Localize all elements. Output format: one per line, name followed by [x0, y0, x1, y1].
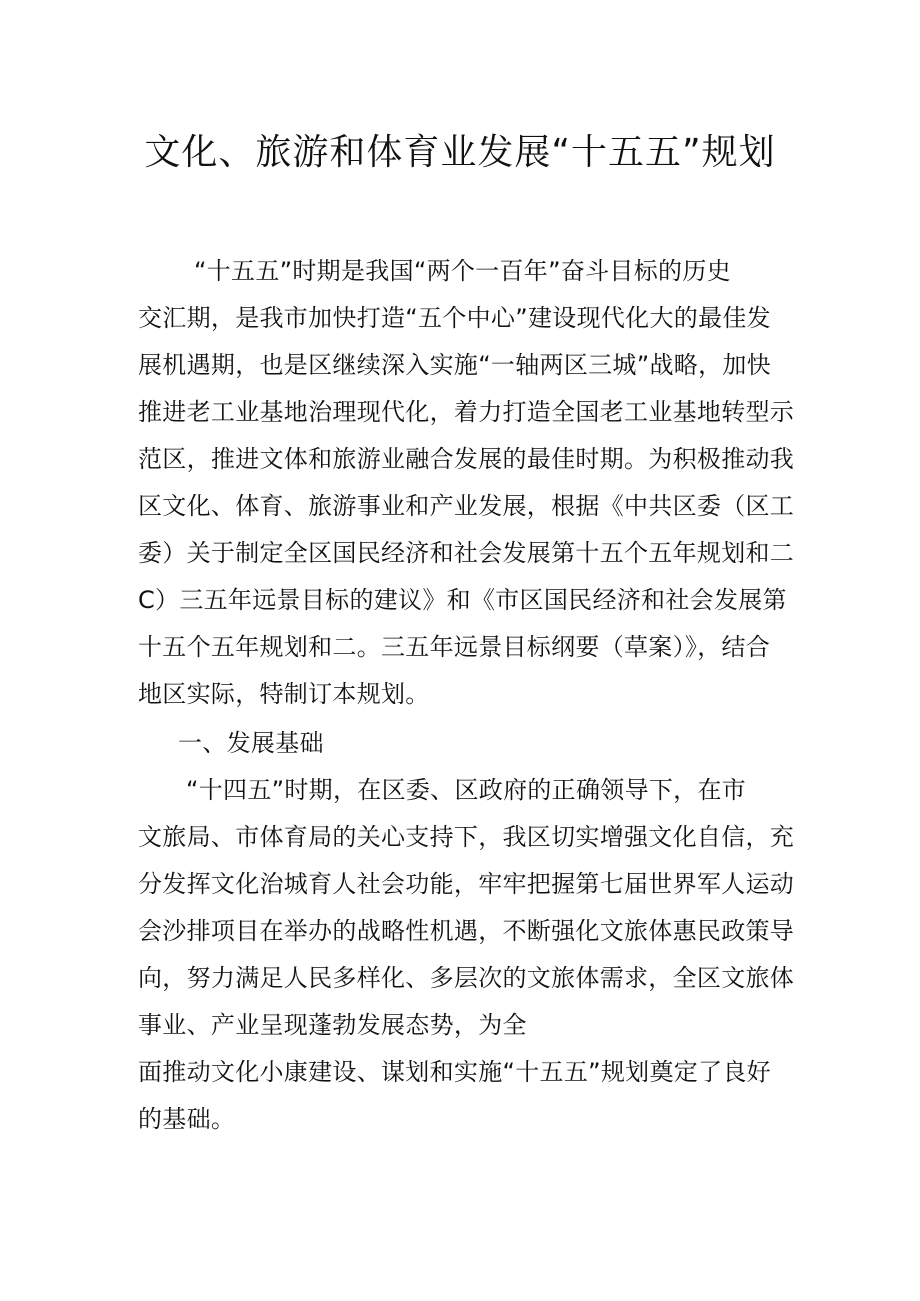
paragraph-line: 文旅局、市体育局的关心支持下，我区切实增强文化自信，充: [138, 823, 795, 851]
paragraph-line: 委）关于制定全区国民经济和社会发展第十五个五年规划和二: [138, 539, 795, 567]
paragraph-line: 分发挥文化治城育人社会功能，牢牢把握第七届世界军人运动: [138, 870, 795, 898]
paragraph-line: “十五五”时期是我国“两个一百年”奋斗目标的历史: [194, 257, 731, 285]
paragraph-foundation: [138, 767, 795, 1143]
paragraph-line: 推进老工业基地治理现代化，着力打造全国老工业基地转型示: [138, 398, 795, 426]
paragraph-line: 区文化、体育、旅游事业和产业发展，根据《中共区委（区工: [138, 492, 795, 520]
paragraph-line: 十五个五年规划和二。三五年远景目标纲要（草案）》，结合: [138, 633, 771, 661]
paragraph-line: C）三五年远景目标的建议》和《市区国民经济和社会发展第: [138, 586, 787, 614]
paragraph-line: 展机遇期，也是区继续深入实施“一轴两区三城”战略，加快: [138, 351, 771, 379]
paragraph-line: 地区实际，特制订本规划。: [138, 680, 430, 708]
document-body: [138, 248, 795, 1143]
paragraph-line: 范区，推进文体和旅游业融合发展的最佳时期。为积极推动我: [138, 445, 795, 473]
paragraph-line: 会沙排项目在举办的战略性机遇，不断强化文旅体惠民政策导: [138, 917, 795, 945]
paragraph-line: “十四五”时期，在区委、区政府的正确领导下，在市: [186, 776, 747, 804]
paragraph-line: 事业、产业呈现蓬勃发展态势，为全: [138, 1011, 527, 1039]
paragraph-line: 面推动文化小康建设、谋划和实施“十五五”规划奠定了良好: [138, 1058, 771, 1086]
paragraph-line: 交汇期，是我市加快打造“五个中心”建设现代化大的最佳发: [138, 304, 771, 332]
paragraph-line: 向，努力满足人民多样化、多层次的文旅体需求，全区文旅体: [138, 964, 795, 992]
paragraph-line: 的基础。: [138, 1105, 236, 1133]
document-title: 文化、旅游和体育业发展“十五五”规划: [144, 132, 776, 173]
section-heading: 一、发展基础: [178, 729, 324, 757]
paragraph-intro: [138, 248, 795, 718]
